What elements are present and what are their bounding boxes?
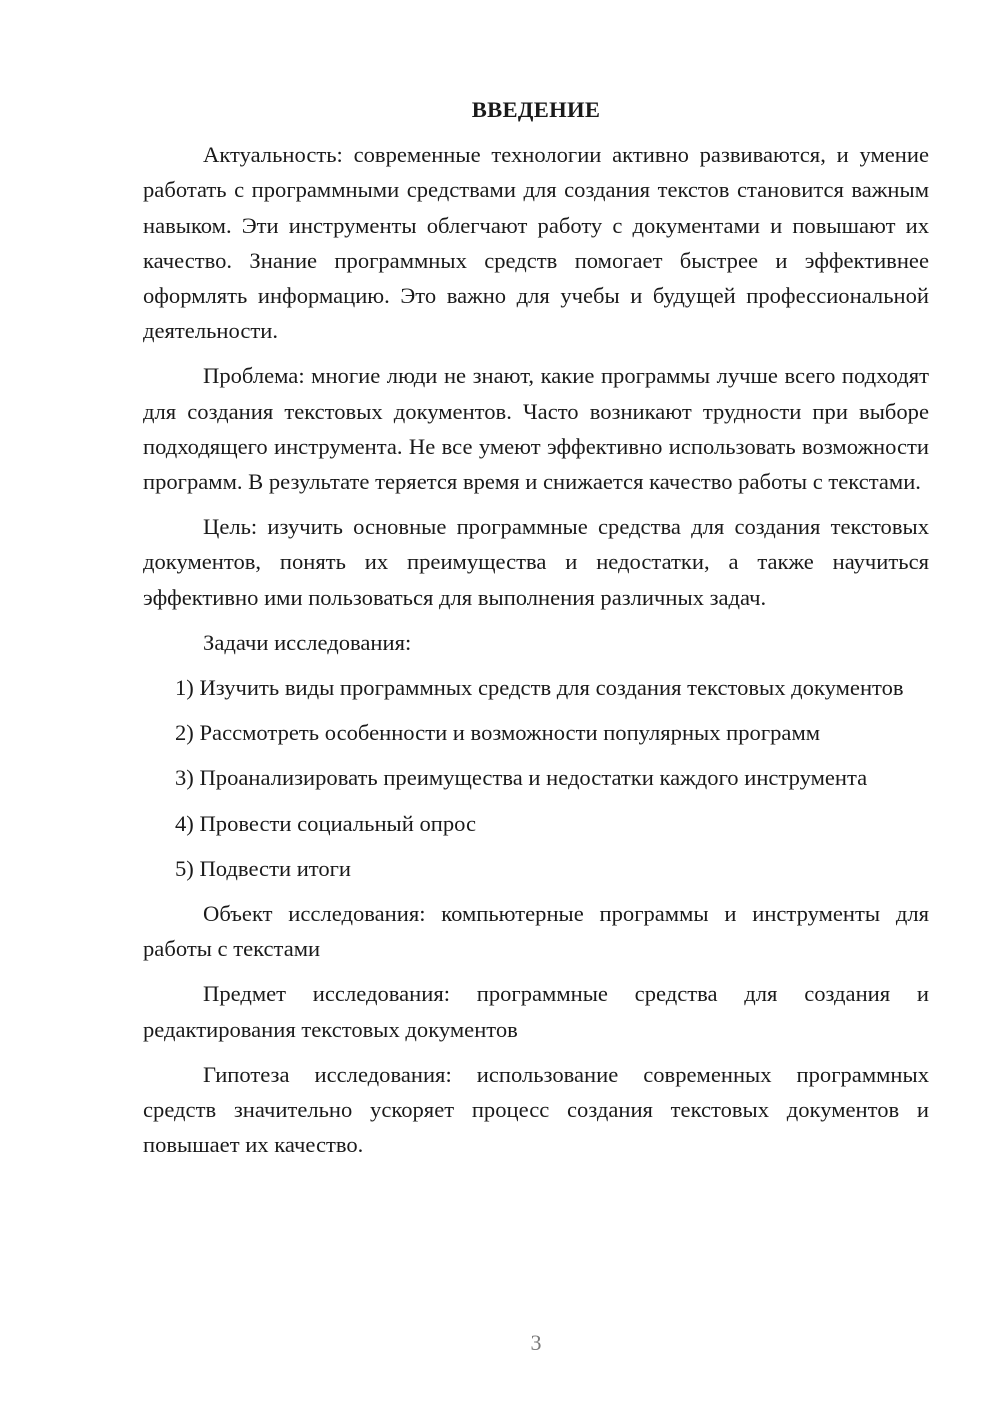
page-content (143, 92, 929, 1162)
paragraph-object: Объект исследования: компьютерные программы и инструменты для работы с текстами (143, 901, 929, 962)
task-item-3: 3) Проанализировать преимущества и недостатки каждого инструмента (175, 765, 868, 791)
paragraph-goal: Цель: изучить основные программные средства для создания текстовых документов, понять их преимущества и недостатки, а также научиться эффективно ими пользоваться для выполнения различных задач. (143, 514, 929, 610)
task-item-4: 4) Провести социальный опрос (175, 810, 477, 836)
tasks-heading: Задачи исследования: (203, 629, 412, 655)
task-item-5: 5) Подвести итоги (175, 855, 352, 881)
section-title: ВВЕДЕНИЕ (471, 97, 601, 122)
paragraph-relevance: Актуальность: современные технологии активно развиваются, и умение работать с программными средствами для создания текстов становится важным навыком. Эти инструменты облегчают работу с документами и повышают их качество. Знание программных средств помогает быстрее и эффективнее оформлять информацию. Это важно для учебы и будущей профессиональной деятельности. (143, 142, 929, 344)
page-number: 3 (530, 1330, 542, 1355)
paragraph-problem: Проблема: многие люди не знают, какие программы лучше всего подходят для создания текстовых документов. Часто возникают трудности при выборе подходящего инструмента. Не все умеют эффективно использовать возможности программ. В результате теряется время и снижается качество работы с текстами. (143, 363, 929, 495)
paragraph-subject: Предмет исследования: программные средства для создания и редактирования текстовых документов (143, 981, 929, 1042)
task-item-1: 1) Изучить виды программных средств для создания текстовых документов (175, 675, 904, 701)
task-item-2: 2) Рассмотреть особенности и возможности популярных программ (175, 720, 821, 746)
paragraph-hypothesis: Гипотеза исследования: использование современных программных средств значительно ускоряет процесс создания текстовых документов и повышает их качество. (143, 1061, 929, 1158)
